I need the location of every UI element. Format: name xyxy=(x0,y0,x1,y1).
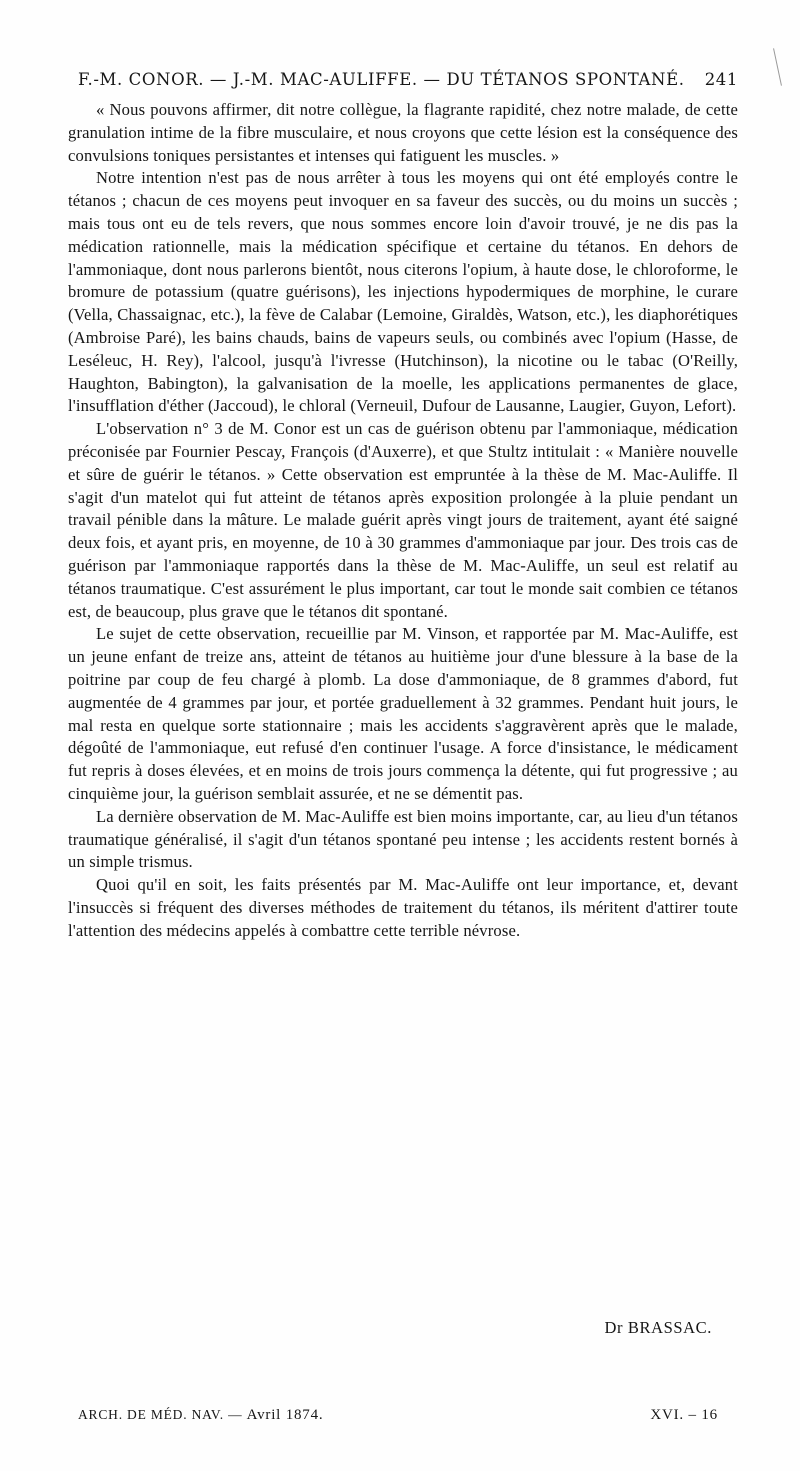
paragraph-quote: « Nous pouvons affirmer, dit notre collègue, la flagrante rapidité, chez notre malade, de cette granulation intime de la fibre musculaire, et nous croyons que cette lésion est la conséquence des convulsions toniques persistantes et intenses qui fatiguent les muscles. » xyxy=(68,100,738,165)
paragraph-treatments: Notre intention n'est pas de nous arrêter à tous les moyens qui ont été employés contre le tétanos ; chacun de ces moyens peut invoquer en sa faveur des succès, ou du moins un succès ; mais tous ont eu de tels revers, que nous sommes encore loin d'avoir trouvé, je ne dis pas la médication rationnelle, mais la médication spécifique et certaine du tétanos. En dehors de l'ammoniaque, dont nous parlerons bientôt, nous citerons l'opium, à haute dose, le chloroforme, le bromure de potassium (quatre guérisons), les injections hypodermiques de morphine, le curare (Vella, Chassaignac, etc.), la fève de Calabar (Lemoine, Giraldès, Watson, etc.), les diaphorétiques (Ambroise Paré), les bains chauds, bains de vapeurs seuls, ou combinés avec l'opium (Hasse, de Leséleuc, H. Rey), l'alcool, jusqu'à l'ivresse (Hutchinson), la nicotine ou le tabac (O'Reilly, Haughton, Babington), la galvanisation de la moelle, les applications permanentes de glace, l'insufflation d'éther (Jaccoud), le chloral (Verneuil, Dufour de Lausanne, Laugier, Guyon, Lefort). xyxy=(68,168,738,416)
signature-name: BRASSAC. xyxy=(627,1318,712,1337)
paragraph-observation-3: L'observation n° 3 de M. Conor est un cas de guérison obtenu par l'ammoniaque, médication préconisée par Fournier Pescay, François (d'Auxerre), et que Stultz intitulait : « Manière nouvelle et sûre de guérir le tétanos. » Cette observation est empruntée à la thèse de M. Mac-Auliffe. Il s'agit d'un matelot qui fut atteint de tétanos après exposition prolongée à la pluie pendant un travail pénible dans la mâture. Le malade guérit après vingt jours de traitement, ayant été saigné deux fois, et ayant pris, en moyenne, de 10 à 30 grammes d'ammoniaque par jour. Des trois cas de guérison par l'ammoniaque rapportés dans la thèse de M. Mac-Auliffe, un seul est relatif au tétanos traumatique. C'est assurément le plus important, car tout le monde sait combien ce tétanos est, de beaucoup, plus grave que le tétanos dit spontané. xyxy=(68,419,738,621)
paragraph-vinson-case: Le sujet de cette observation, recueillie par M. Vinson, et rapportée par M. Mac-Auliffe, est un jeune enfant de treize ans, atteint de tétanos au huitième jour d'une blessure à la base de la poitrine par coup de feu chargé à plomb. La dose d'ammoniaque, de 8 grammes d'abord, fut augmentée de 4 grammes par jour, et portée graduellement à 32 grammes. Pendant huit jours, le mal resta en quelque sorte stationnaire ; mais les accidents s'aggravèrent après que le malade, dégoûté de l'ammoniaque, eut refusé d'en continuer l'usage. A force d'insistance, le médicament fut repris à doses élevées, et en moins de trois jours commença la détente, qui fut progressive ; au cinquième jour, la guérison semblait assurée, et ne se démentit pas. xyxy=(68,624,738,803)
signature xyxy=(605,1318,713,1338)
page-number: 241 xyxy=(704,70,738,89)
signature-title: Dr xyxy=(604,1318,624,1337)
paragraph-conclusion: Quoi qu'il en soit, les faits présentés par M. Mac-Auliffe ont leur importance, et, devant l'insuccès si fréquent des diverses méthodes de traitement du tétanos, ils méritent d'attirer toute l'attention des médecins appelés à combattre cette terrible névrose. xyxy=(68,875,738,940)
footer-sheet-number: XVI. – 16 xyxy=(650,1407,718,1423)
page-edge-mark xyxy=(773,48,782,85)
footer-date: Avril 1874. xyxy=(246,1407,324,1423)
paragraph-last-observation: La dernière observation de M. Mac-Auliffe est bien moins importante, car, au lieu d'un tétanos traumatique généralisé, il s'agit d'un tétanos spontané peu intense ; les accidents restent bornés à un simple trismus. xyxy=(68,806,738,872)
running-title: F.-M. CONOR. — J.-M. MAC-AULIFFE. — DU TÉTANOS SPONTANÉ. xyxy=(78,70,685,89)
document-page: F.-M. CONOR. — J.-M. MAC-AULIFFE. — DU TÉTANOS SPONTANÉ. 241 « Nous pouvons affirmer, dit notre collègue, la flagrante rapidité, chez notre malade, de cette granulation intime de la fibre musculaire, et nous croyons que cette lésion est la conséquence des convulsions toniques persistantes et intenses qui fatiguent les muscles. » Notre intention n'est pas de nous arrêter à tous les moyens qui ont été employés contre le tétanos ; chacun de ces moyens peut invoquer en sa faveur des succès, ou du moins un succès ; mais tous ont eu de tels revers, que nous sommes encore loin d'avoir trouvé, je ne dis pas la médication rationnelle, mais la médication spécifique et certaine du tétanos. En dehors de l'ammoniaque, dont nous parlerons bientôt, nous citerons l'opium, à haute dose, le chloroforme, le bromure de potassium (quatre guérisons), les injections hypodermiques de morphine, le curare (Vella, Chassaignac, etc.), la fève de Calabar (Lemoine, Giraldès, Watson, etc.), les diaphorétiques (Ambroise Paré), les bains chauds, bains de vapeurs seuls, ou combinés avec l'opium (Hasse, de Leséleuc, H. Rey), l'alcool, jusqu'à l'ivresse (Hutchinson), la nicotine ou le tabac (O'Reilly, Haughton, Babington), la galvanisation de la moelle, les applications permanentes de glace, l'insufflation d'éther (Jaccoud), le chloral (Verneuil, Dufour de Lausanne, Laugier, Guyon, Lefort). L'observation n° 3 de M. Conor est un cas de guérison obtenu par l'ammoniaque, médication préconisée par Fournier Pescay, François (d'Auxerre), et que Stultz intitulait : « Manière nouvelle et sûre de guérir le tétanos. » Cette observation est empruntée à la thèse de M. Mac-Auliffe. Il s'agit d'un matelot qui fut atteint de tétanos après exposition prolongée à la pluie pendant un travail pénible dans la mâture. Le malade guérit après vingt jours de traitement, ayant été saigné deux fois, et ayant pris, en moyenne, de 10 à 30 grammes d'ammoniaque par jour. Des trois cas de guérison par l'ammoniaque rapportés dans la thèse de M. Mac-Auliffe, un seul est relatif au tétanos traumatique. C'est assurément le plus important, car tout le monde sait combien ce tétanos est, de beaucoup, plus grave que le tétanos dit spontané. Le sujet de cette observation, recueillie par M. Vinson, et rapportée par M. Mac-Auliffe, est un jeune enfant de treize ans, atteint de tétanos au huitième jour d'une blessure à la base de la poitrine par coup de feu chargé à plomb. La dose d'ammoniaque, de 8 grammes d'abord, fut augmentée de 4 grammes par jour, et portée graduellement à 32 grammes. Pendant huit jours, le mal resta en quelque sorte stationnaire ; mais les accidents s'aggravèrent après que le malade, dégoûté de l'ammoniaque, eut refusé d'en continuer l'usage. A force d'insistance, le médicament fut repris à doses élevées, et en moins de trois jours commença la détente, qui fut progressive ; au cinquième jour, la guérison semblait assurée, et ne se démentit pas. La dernière observation de M. Mac-Auliffe est bien moins importante, car, au lieu d'un tétanos traumatique généralisé, il s'agit d'un tétanos spontané peu intense ; les accidents restent bornés à un simple trismus. Quoi qu'il en soit, les faits présentés par M. Mac-Auliffe ont leur importance, et, devant l'insuccès si fréquent des diverses méthodes de traitement du tétanos, ils méritent d'attirer toute l'attention des médecins appelés à combattre cette terrible névrose. Dr BRASSAC. ARCH. DE MÉD. NAV. — Avril 1874. XVI. – 16 xyxy=(0,0,800,1471)
body-text xyxy=(68,99,738,942)
footer-journal: ARCH. DE MÉD. NAV. xyxy=(78,1407,224,1422)
running-header xyxy=(78,70,738,89)
